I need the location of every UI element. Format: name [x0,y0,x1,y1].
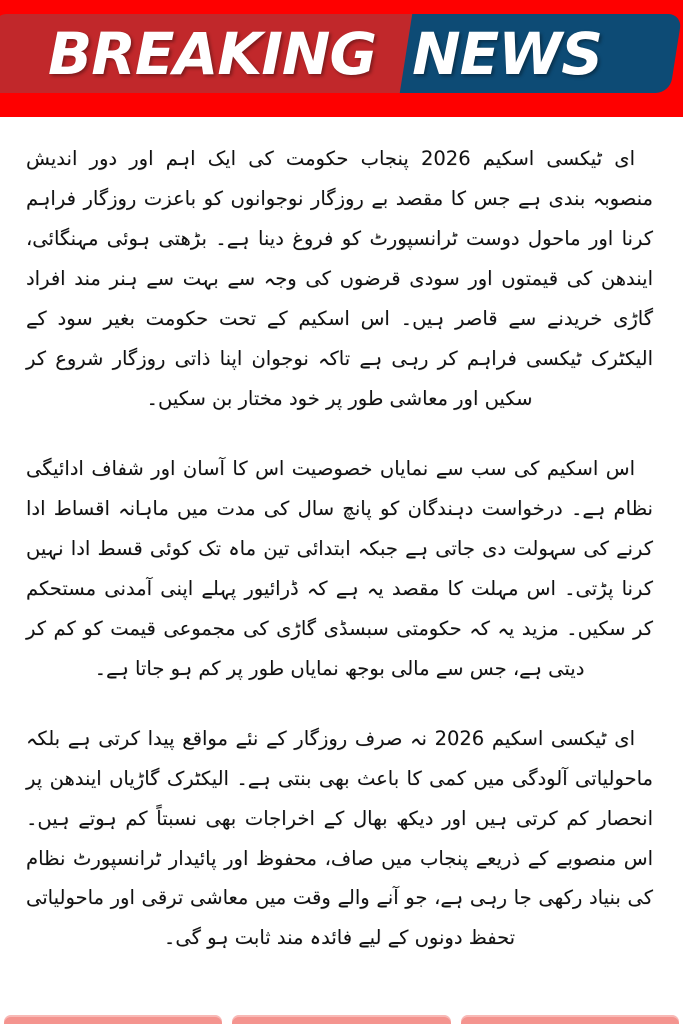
article-paragraph-3: ای ٹیکسی اسکیم 2026 نہ صرف روزگار کے نئے مواقع پیدا کرتی ہے بلکہ ماحولیاتی آلودگی میں کمی کا باعث بھی بنتی ہے۔ الیکٹرک گاڑیاں ایندھن پر انحصار کم کرتی ہیں اور دیکھ بھال کے اخراجات بھی نسبتاً کم ہوتے ہیں۔ اس منصوبے کے ذریعے پنجاب میں صاف، محفوظ اور پائیدار ٹرانسپورٹ نظام کی بنیاد رکھی جا رہی ہے، جو آنے والے وقت میں معاشی ترقی اور ماحولیاتی تحفظ دونوں کے لیے فائدہ مند ثابت ہو گی۔ [26,726,653,950]
action-chip-1[interactable] [4,1015,222,1024]
bottom-action-bar [0,1015,683,1024]
banner-word-breaking: BREAKING [48,19,377,88]
article-paragraph-1: ای ٹیکسی اسکیم 2026 پنجاب حکومت کی ایک اہم اور دور اندیش منصوبہ بندی ہے جس کا مقصد بے روزگار نوجوانوں کو باعزت روزگار فراہم کرنا اور ماحول دوست ٹرانسپورٹ کو فروغ دینا ہے۔ بڑھتی ہوئی مہنگائی، ایندھن کی قیمتوں اور سودی قرضوں کی وجہ سے بہت سے ہنر مند افراد گاڑی خریدنے سے قاصر ہیں۔ اس اسکیم کے تحت حکومت بغیر سود کے الیکٹرک ٹیکسی فراہم کر رہی ہے تاکہ نوجوان اپنا ذاتی روزگار شروع کر سکیں اور معاشی طور پر خود مختار بن سکیں۔ [26,147,653,410]
action-chip-3[interactable] [461,1015,679,1024]
article-body [0,117,683,958]
banner-text-row [0,14,683,93]
article-paragraph-2: اس اسکیم کی سب سے نمایاں خصوصیت اس کا آسان اور شفاف ادائیگی نظام ہے۔ درخواست دہندگان کو پانچ سال کی مدت میں ماہانہ اقساط ادا کرنے کی سہولت دی جاتی ہے جبکہ ابتدائی تین ماہ تک کوئی قسط ادا نہیں کرنا پڑتی۔ اس مہلت کا مقصد یہ ہے کہ ڈرائیور پہلے اپنی آمدنی مستحکم کر سکیں۔ مزید یہ کہ حکومتی سبسڈی گاڑی کی مجموعی قیمت کو کم کر دیتی ہے، جس سے مالی بوجھ نمایاں طور پر کم ہو جاتا ہے۔ [26,456,653,680]
banner-word-news: NEWS [412,19,602,88]
breaking-news-banner [0,0,683,117]
banner-inner [0,14,683,93]
action-chip-2[interactable] [232,1015,450,1024]
